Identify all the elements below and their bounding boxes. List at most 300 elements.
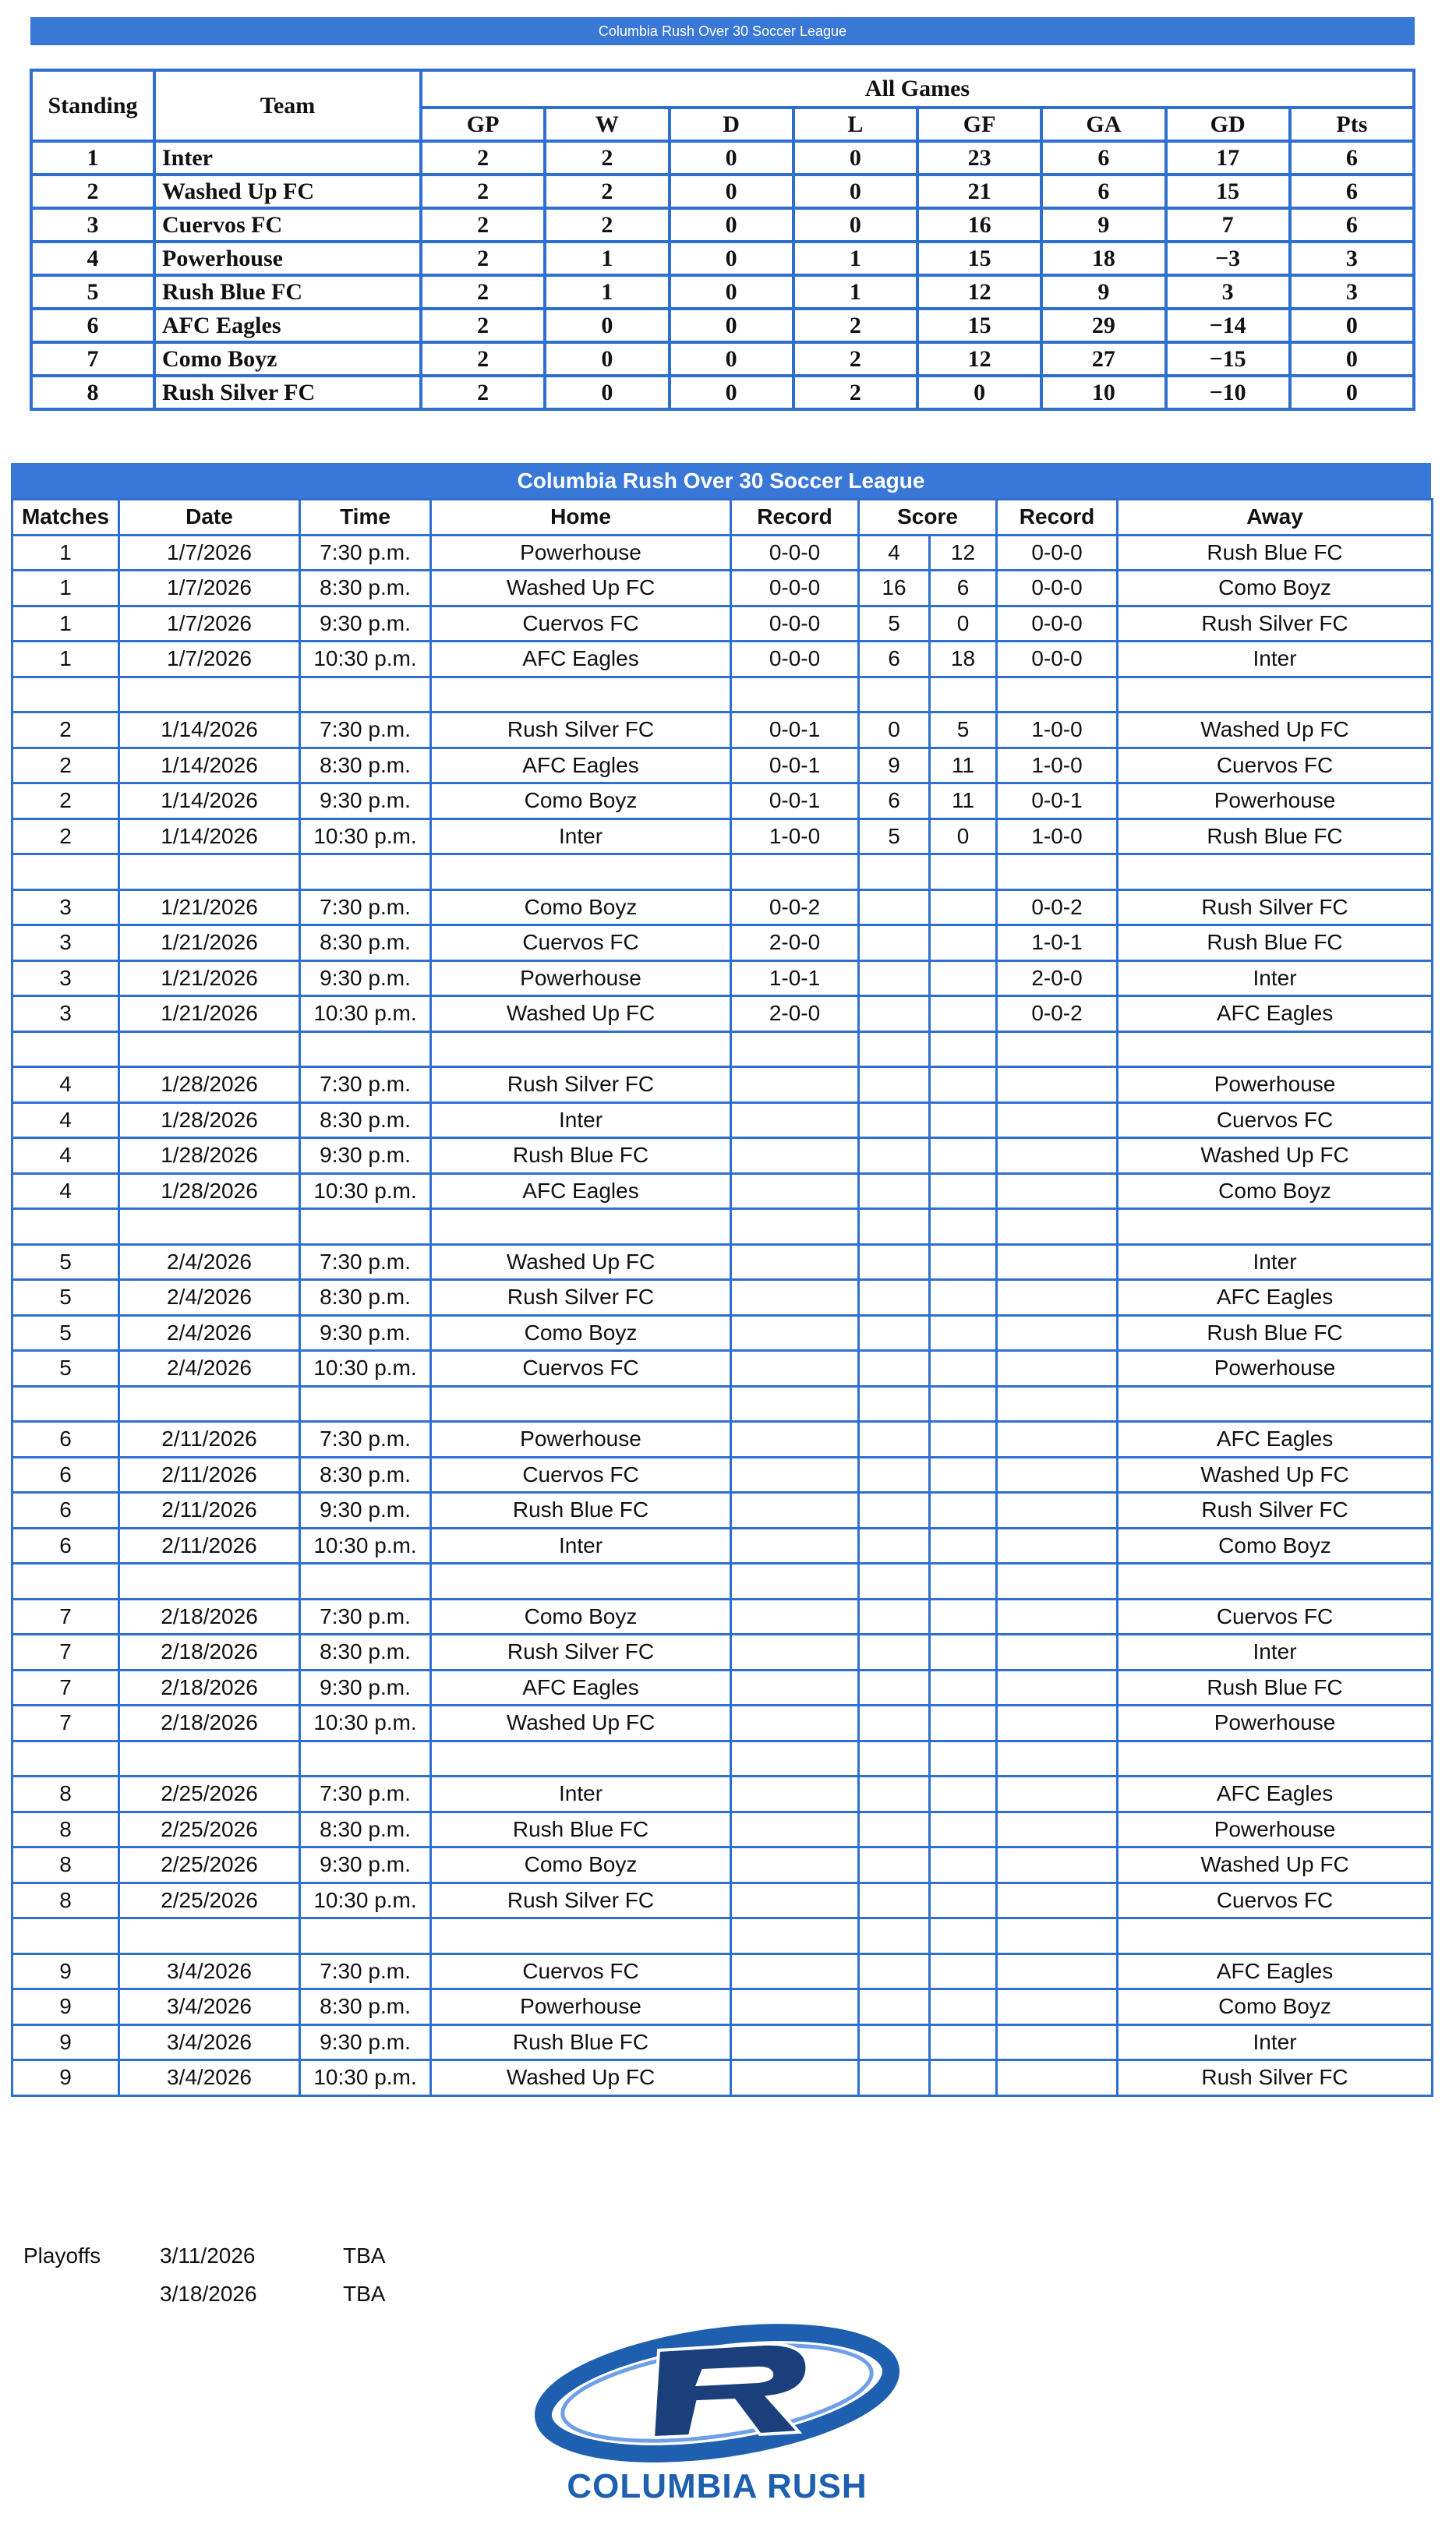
time-cell: 7:30 p.m. <box>300 712 431 748</box>
home-team-cell: Inter <box>431 819 731 854</box>
date-cell: 2/4/2026 <box>119 1280 300 1316</box>
gf-cell: 12 <box>917 342 1041 376</box>
home-record-cell <box>731 2060 859 2096</box>
pts-cell: 0 <box>1290 376 1414 409</box>
away-record-cell <box>997 1883 1118 1918</box>
date-cell: 3/4/2026 <box>119 1989 300 2025</box>
empty-cell <box>1118 1918 1433 1954</box>
time-cell: 9:30 p.m. <box>300 1138 431 1174</box>
empty-cell <box>431 1031 731 1067</box>
match-week-cell: 7 <box>12 1599 119 1635</box>
date-cell: 1/14/2026 <box>119 783 300 819</box>
match-week-cell: 4 <box>12 1067 119 1103</box>
pts-cell: 6 <box>1290 141 1414 175</box>
w-cell: 1 <box>545 242 669 275</box>
date-cell: 1/28/2026 <box>119 1067 300 1103</box>
home-record-cell <box>731 1102 859 1138</box>
home-record-cell: 2-0-0 <box>731 925 859 961</box>
away-record-cell <box>997 1706 1118 1741</box>
home-team-cell: Inter <box>431 1777 731 1812</box>
empty-cell <box>12 1741 119 1777</box>
empty-cell <box>859 854 930 890</box>
date-cell: 1/7/2026 <box>119 606 300 642</box>
standing-cell: 7 <box>31 342 154 376</box>
ga-cell: 9 <box>1041 208 1165 242</box>
home-record-cell: 0-0-0 <box>731 606 859 642</box>
time-cell: 10:30 p.m. <box>300 642 431 677</box>
home-record-cell <box>731 1953 859 1989</box>
empty-cell <box>1118 1386 1433 1422</box>
away-record-cell <box>997 1067 1118 1103</box>
time-cell: 8:30 p.m. <box>300 748 431 783</box>
date-cell: 2/4/2026 <box>119 1351 300 1387</box>
home-team-cell: Powerhouse <box>431 960 731 996</box>
match-week-cell: 8 <box>12 1812 119 1847</box>
empty-cell <box>1118 1209 1433 1245</box>
away-record-cell <box>997 1422 1118 1458</box>
spacer-row <box>12 1209 1433 1245</box>
date-cell: 1/21/2026 <box>119 996 300 1032</box>
gp-cell: 2 <box>421 208 545 242</box>
time-cell: 10:30 p.m. <box>300 1706 431 1741</box>
home-team-cell: Rush Silver FC <box>431 1280 731 1316</box>
home-score-cell <box>859 1670 930 1706</box>
home-score-cell <box>859 1706 930 1741</box>
away-score-cell <box>930 1422 997 1458</box>
spacer-row <box>12 1564 1433 1600</box>
match-week-cell: 8 <box>12 1883 119 1918</box>
schedule-row <box>12 1244 1433 1280</box>
away-score-cell: 6 <box>930 571 997 606</box>
home-record-cell <box>731 1812 859 1847</box>
home-team-cell: Como Boyz <box>431 783 731 819</box>
ga-cell: 9 <box>1041 275 1165 309</box>
match-week-cell: 3 <box>12 960 119 996</box>
schedule-row <box>12 783 1433 819</box>
matches-header: Matches <box>12 500 119 536</box>
schedule-row <box>12 1351 1433 1387</box>
empty-cell <box>119 1741 300 1777</box>
time-cell: 8:30 p.m. <box>300 925 431 961</box>
empty-cell <box>997 1564 1118 1600</box>
time-cell: 7:30 p.m. <box>300 1422 431 1458</box>
d-cell: 0 <box>670 376 793 409</box>
home-team-cell: Cuervos FC <box>431 1351 731 1387</box>
empty-cell <box>731 1031 859 1067</box>
away-team-cell: Rush Blue FC <box>1118 535 1433 571</box>
empty-cell <box>300 854 431 890</box>
date-cell: 2/4/2026 <box>119 1244 300 1280</box>
time-cell: 10:30 p.m. <box>300 1351 431 1387</box>
home-record-cell <box>731 1457 859 1493</box>
home-score-cell: 0 <box>859 712 930 748</box>
away-score-cell <box>930 925 997 961</box>
away-record-cell <box>997 1670 1118 1706</box>
schedule-row <box>12 1599 1433 1635</box>
empty-cell <box>119 677 300 712</box>
gd-cell: −14 <box>1166 309 1290 342</box>
standing-cell: 2 <box>31 175 154 208</box>
ga-cell: 10 <box>1041 376 1165 409</box>
time-cell: 10:30 p.m. <box>300 1883 431 1918</box>
playoffs-note: TBA <box>343 2282 386 2306</box>
match-week-cell: 7 <box>12 1670 119 1706</box>
l-cell: 1 <box>793 275 917 309</box>
away-score-cell <box>930 2060 997 2096</box>
away-record-cell <box>997 1351 1118 1387</box>
home-record-cell <box>731 1989 859 2025</box>
home-score-cell <box>859 996 930 1032</box>
pts-cell: 6 <box>1290 208 1414 242</box>
match-week-cell: 6 <box>12 1422 119 1458</box>
time-cell: 9:30 p.m. <box>300 1847 431 1883</box>
playoffs-row <box>23 2243 491 2282</box>
schedule-row <box>12 535 1433 571</box>
date-cell: 3/4/2026 <box>119 2060 300 2096</box>
home-score-cell <box>859 925 930 961</box>
home-record-cell <box>731 1777 859 1812</box>
time-cell: 10:30 p.m. <box>300 1528 431 1564</box>
schedule-row <box>12 571 1433 606</box>
standing-cell: 4 <box>31 242 154 275</box>
away-score-cell <box>930 1493 997 1529</box>
home-record-cell <box>731 1173 859 1209</box>
empty-cell <box>300 1564 431 1600</box>
home-team-cell: Rush Blue FC <box>431 2024 731 2060</box>
home-score-cell: 16 <box>859 571 930 606</box>
empty-cell <box>431 1918 731 1954</box>
date-cell: 2/25/2026 <box>119 1847 300 1883</box>
schedule-row <box>12 1173 1433 1209</box>
away-record-cell <box>997 1138 1118 1174</box>
home-record-cell: 0-0-1 <box>731 748 859 783</box>
home-team-cell: Rush Silver FC <box>431 1067 731 1103</box>
empty-cell <box>997 1031 1118 1067</box>
empty-cell <box>930 1209 997 1245</box>
away-record-header: Record <box>997 500 1118 536</box>
empty-cell <box>12 1209 119 1245</box>
away-record-cell: 1-0-0 <box>997 819 1118 854</box>
schedule-row <box>12 1812 1433 1847</box>
home-score-cell <box>859 1422 930 1458</box>
empty-cell <box>997 1209 1118 1245</box>
empty-cell <box>859 1564 930 1600</box>
match-week-cell: 2 <box>12 712 119 748</box>
date-cell: 2/11/2026 <box>119 1457 300 1493</box>
d-cell: 0 <box>670 175 793 208</box>
match-week-cell: 1 <box>12 642 119 677</box>
empty-cell <box>859 1386 930 1422</box>
empty-cell <box>930 1741 997 1777</box>
away-record-cell <box>997 1989 1118 2025</box>
banner-title: Columbia Rush Over 30 Soccer League <box>598 23 847 39</box>
schedule-row <box>12 996 1433 1032</box>
playoffs-row <box>23 2282 491 2320</box>
empty-cell <box>997 677 1118 712</box>
home-team-cell: Cuervos FC <box>431 1457 731 1493</box>
home-score-cell: 9 <box>859 748 930 783</box>
away-record-cell <box>997 1953 1118 1989</box>
home-team-cell: Rush Blue FC <box>431 1493 731 1529</box>
schedule-row <box>12 1493 1433 1529</box>
spacer-row <box>12 1386 1433 1422</box>
time-cell: 9:30 p.m. <box>300 960 431 996</box>
away-record-cell: 0-0-1 <box>997 783 1118 819</box>
date-cell: 2/4/2026 <box>119 1315 300 1351</box>
home-team-cell: Cuervos FC <box>431 1953 731 1989</box>
w-cell: 0 <box>545 309 669 342</box>
empty-cell <box>431 1741 731 1777</box>
playoffs-label: Playoffs <box>23 2243 101 2268</box>
home-record-cell: 1-0-1 <box>731 960 859 996</box>
empty-cell <box>119 1918 300 1954</box>
time-cell: 8:30 p.m. <box>300 1812 431 1847</box>
empty-cell <box>930 1031 997 1067</box>
gf-cell: 16 <box>917 208 1041 242</box>
date-header: Date <box>119 500 300 536</box>
away-record-cell: 0-0-0 <box>997 642 1118 677</box>
stat-header-ga: GA <box>1041 108 1165 141</box>
match-week-cell: 3 <box>12 996 119 1032</box>
ga-cell: 27 <box>1041 342 1165 376</box>
match-week-cell: 5 <box>12 1315 119 1351</box>
d-cell: 0 <box>670 309 793 342</box>
home-score-cell: 5 <box>859 606 930 642</box>
home-team-cell: Como Boyz <box>431 1599 731 1635</box>
gf-cell: 15 <box>917 309 1041 342</box>
time-cell: 9:30 p.m. <box>300 606 431 642</box>
schedule-row <box>12 748 1433 783</box>
home-score-cell <box>859 1315 930 1351</box>
empty-cell <box>997 854 1118 890</box>
schedule-table <box>11 498 1433 2097</box>
empty-cell <box>997 1918 1118 1954</box>
home-team-cell: Rush Silver FC <box>431 1635 731 1671</box>
home-score-cell <box>859 1138 930 1174</box>
rush-r-swoosh-icon <box>530 2319 904 2467</box>
top-banner <box>30 17 1415 45</box>
home-record-cell <box>731 1351 859 1387</box>
away-record-cell: 0-0-0 <box>997 535 1118 571</box>
standing-cell: 8 <box>31 376 154 409</box>
playoffs-note: TBA <box>343 2243 386 2268</box>
empty-cell <box>119 1209 300 1245</box>
away-team-cell: Washed Up FC <box>1118 712 1433 748</box>
home-score-cell <box>859 1102 930 1138</box>
standings-row <box>31 141 1414 175</box>
w-cell: 1 <box>545 275 669 309</box>
home-score-cell <box>859 1635 930 1671</box>
schedule-row <box>12 606 1433 642</box>
home-record-cell <box>731 1315 859 1351</box>
away-team-cell: Rush Blue FC <box>1118 1670 1433 1706</box>
away-score-cell <box>930 1173 997 1209</box>
home-team-cell: Rush Silver FC <box>431 1883 731 1918</box>
gp-cell: 2 <box>421 376 545 409</box>
time-cell: 10:30 p.m. <box>300 819 431 854</box>
away-team-cell: Como Boyz <box>1118 1173 1433 1209</box>
d-cell: 0 <box>670 141 793 175</box>
match-week-cell: 3 <box>12 925 119 961</box>
away-team-cell: Rush Silver FC <box>1118 889 1433 925</box>
schedule-row <box>12 1315 1433 1351</box>
away-score-cell <box>930 1812 997 1847</box>
home-team-cell: Washed Up FC <box>431 996 731 1032</box>
stat-header-d: D <box>670 108 793 141</box>
time-cell: 9:30 p.m. <box>300 1670 431 1706</box>
match-week-cell: 9 <box>12 1989 119 2025</box>
away-team-cell: Inter <box>1118 1244 1433 1280</box>
away-team-cell: Rush Silver FC <box>1118 606 1433 642</box>
date-cell: 2/18/2026 <box>119 1635 300 1671</box>
gp-cell: 2 <box>421 242 545 275</box>
match-week-cell: 6 <box>12 1528 119 1564</box>
schedule-row <box>12 1706 1433 1741</box>
d-cell: 0 <box>670 242 793 275</box>
ga-cell: 6 <box>1041 141 1165 175</box>
time-header: Time <box>300 500 431 536</box>
schedule-row <box>12 1883 1433 1918</box>
time-cell: 8:30 p.m. <box>300 1102 431 1138</box>
away-record-cell <box>997 1280 1118 1316</box>
standings-row <box>31 175 1414 208</box>
team-cell: Washed Up FC <box>154 175 421 208</box>
empty-cell <box>119 1031 300 1067</box>
time-cell: 8:30 p.m. <box>300 1280 431 1316</box>
home-team-cell: Powerhouse <box>431 1989 731 2025</box>
pts-cell: 6 <box>1290 175 1414 208</box>
home-record-cell <box>731 1599 859 1635</box>
ga-cell: 6 <box>1041 175 1165 208</box>
away-score-cell <box>930 1138 997 1174</box>
d-cell: 0 <box>670 208 793 242</box>
away-score-cell: 11 <box>930 748 997 783</box>
home-score-cell: 5 <box>859 819 930 854</box>
w-cell: 2 <box>545 175 669 208</box>
away-team-cell: Rush Blue FC <box>1118 925 1433 961</box>
l-cell: 0 <box>793 175 917 208</box>
away-score-cell: 0 <box>930 819 997 854</box>
date-cell: 2/18/2026 <box>119 1706 300 1741</box>
away-record-cell <box>997 1528 1118 1564</box>
empty-cell <box>1118 677 1433 712</box>
home-team-cell: Como Boyz <box>431 889 731 925</box>
away-record-cell <box>997 1777 1118 1812</box>
schedule-row <box>12 2060 1433 2096</box>
empty-cell <box>1118 1564 1433 1600</box>
l-cell: 0 <box>793 141 917 175</box>
away-record-cell: 0-0-0 <box>997 606 1118 642</box>
stat-header-gd: GD <box>1166 108 1290 141</box>
team-cell: Rush Silver FC <box>154 376 421 409</box>
schedule-row <box>12 2024 1433 2060</box>
match-week-cell: 1 <box>12 535 119 571</box>
time-cell: 9:30 p.m. <box>300 1493 431 1529</box>
empty-cell <box>12 1031 119 1067</box>
time-cell: 7:30 p.m. <box>300 1953 431 1989</box>
pts-cell: 0 <box>1290 309 1414 342</box>
spacer-row <box>12 1918 1433 1954</box>
all-games-header: All Games <box>421 70 1414 108</box>
away-team-cell: Washed Up FC <box>1118 1847 1433 1883</box>
w-cell: 2 <box>545 141 669 175</box>
date-cell: 1/28/2026 <box>119 1138 300 1174</box>
away-record-cell <box>997 1457 1118 1493</box>
home-score-cell <box>859 1599 930 1635</box>
schedule-row <box>12 889 1433 925</box>
standings-row <box>31 342 1414 376</box>
away-team-cell: Cuervos FC <box>1118 748 1433 783</box>
date-cell: 1/7/2026 <box>119 571 300 606</box>
w-cell: 0 <box>545 342 669 376</box>
l-cell: 1 <box>793 242 917 275</box>
empty-cell <box>731 1386 859 1422</box>
gf-cell: 12 <box>917 275 1041 309</box>
schedule-row <box>12 925 1433 961</box>
team-cell: Rush Blue FC <box>154 275 421 309</box>
home-record-cell: 0-0-1 <box>731 712 859 748</box>
date-cell: 1/21/2026 <box>119 889 300 925</box>
empty-cell <box>997 1386 1118 1422</box>
stat-header-l: L <box>793 108 917 141</box>
away-record-cell: 0-0-2 <box>997 889 1118 925</box>
away-team-cell: AFC Eagles <box>1118 996 1433 1032</box>
home-record-cell: 0-0-0 <box>731 571 859 606</box>
stat-header-w: W <box>545 108 669 141</box>
spacer-row <box>12 677 1433 712</box>
away-score-cell <box>930 1244 997 1280</box>
home-team-cell: Powerhouse <box>431 535 731 571</box>
empty-cell <box>859 1741 930 1777</box>
standing-cell: 5 <box>31 275 154 309</box>
date-cell: 1/28/2026 <box>119 1173 300 1209</box>
match-week-cell: 2 <box>12 783 119 819</box>
home-record-cell <box>731 1138 859 1174</box>
stat-header-gp: GP <box>421 108 545 141</box>
home-score-cell: 6 <box>859 783 930 819</box>
home-score-cell: 4 <box>859 535 930 571</box>
away-score-cell <box>930 1315 997 1351</box>
gd-cell: 7 <box>1166 208 1290 242</box>
away-team-cell: Inter <box>1118 960 1433 996</box>
standings-row <box>31 242 1414 275</box>
away-score-cell: 18 <box>930 642 997 677</box>
away-record-cell: 1-0-0 <box>997 712 1118 748</box>
l-cell: 2 <box>793 342 917 376</box>
empty-cell <box>12 1564 119 1600</box>
schedule-row <box>12 642 1433 677</box>
home-team-cell: Powerhouse <box>431 1422 731 1458</box>
away-score-cell <box>930 1706 997 1741</box>
match-week-cell: 2 <box>12 819 119 854</box>
time-cell: 7:30 p.m. <box>300 889 431 925</box>
home-team-cell: Inter <box>431 1102 731 1138</box>
time-cell: 7:30 p.m. <box>300 1244 431 1280</box>
away-team-cell: Rush Silver FC <box>1118 2060 1433 2096</box>
gf-cell: 21 <box>917 175 1041 208</box>
home-score-cell <box>859 960 930 996</box>
away-record-cell <box>997 1599 1118 1635</box>
away-team-cell: Rush Silver FC <box>1118 1493 1433 1529</box>
match-week-cell: 4 <box>12 1138 119 1174</box>
away-record-cell <box>997 1847 1118 1883</box>
date-cell: 2/25/2026 <box>119 1883 300 1918</box>
match-week-cell: 9 <box>12 1953 119 1989</box>
home-score-cell <box>859 1067 930 1103</box>
away-score-cell <box>930 1528 997 1564</box>
away-team-cell: AFC Eagles <box>1118 1777 1433 1812</box>
home-record-cell <box>731 1883 859 1918</box>
